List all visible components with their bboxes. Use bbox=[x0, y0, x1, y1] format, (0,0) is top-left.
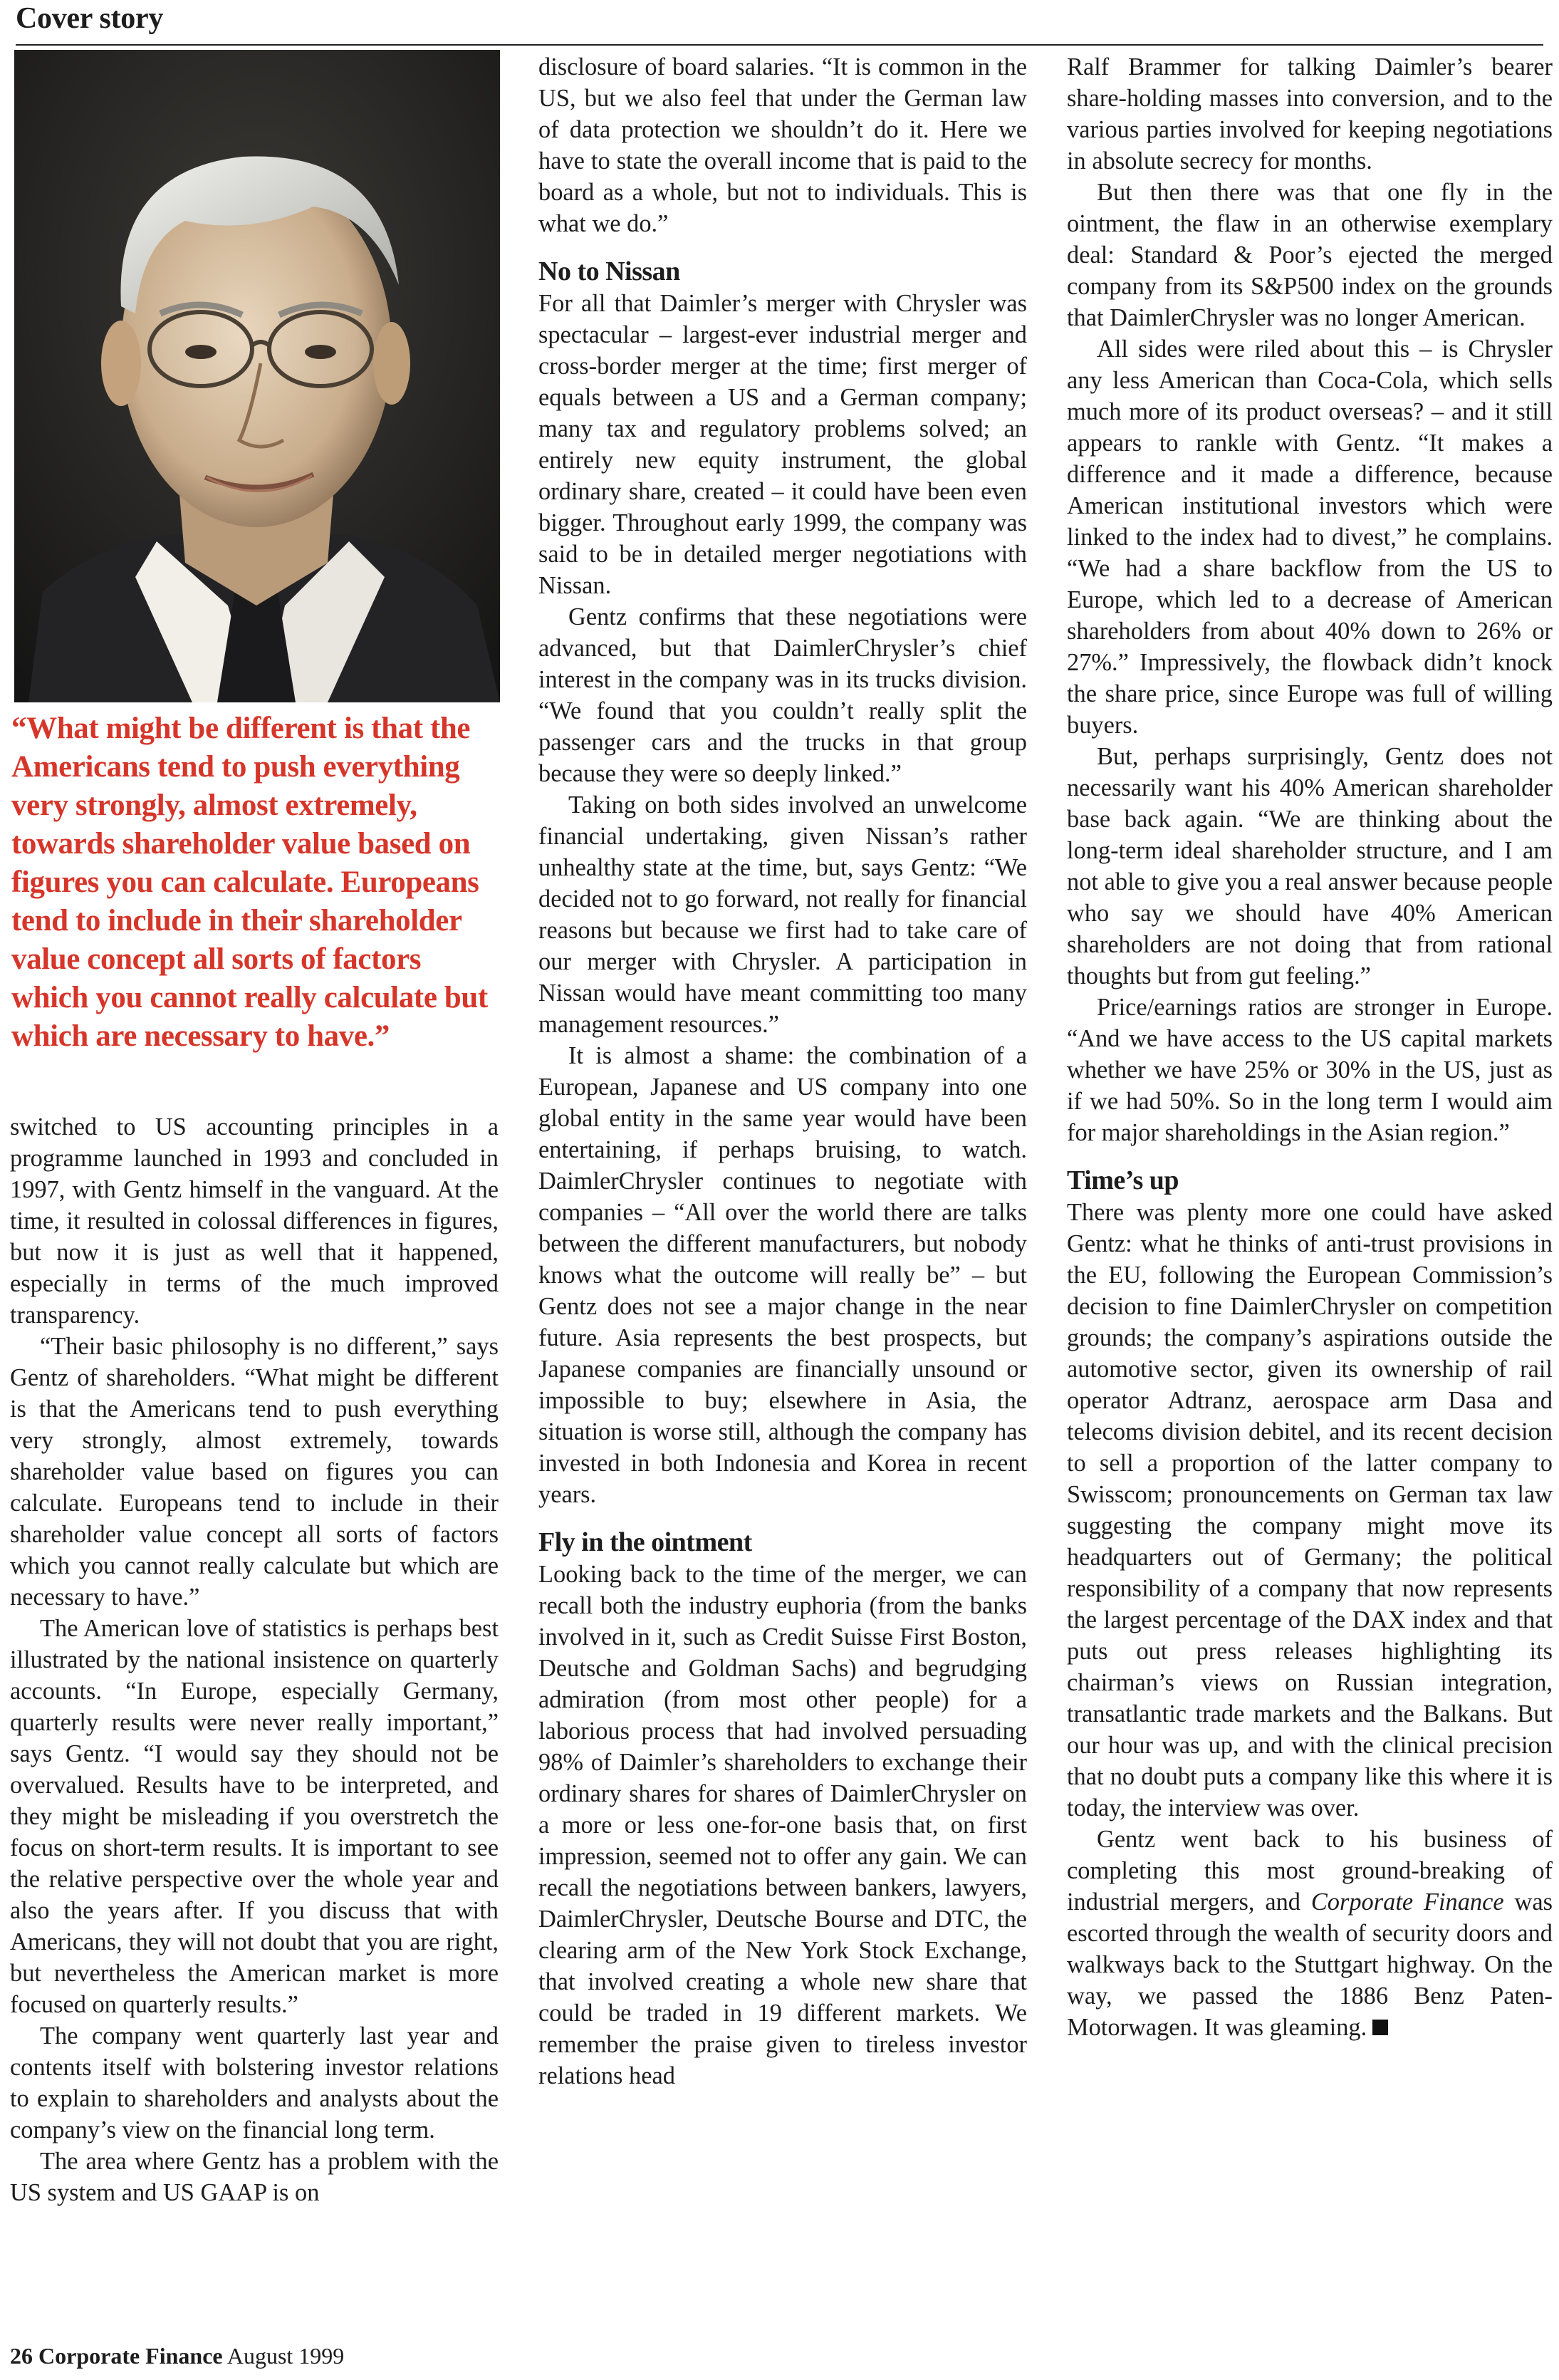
body-paragraph: All sides were riled about this – is Chrysler any less American than Coca-Cola, which sells much more of its product overseas? – and it still appears to rankle with Gentz. “It makes a difference and it made a difference, because American institutional investors which were linked to the index had to divest,” he complains. “We had a share backflow from the US to Europe, which led to a decrease of American shareholders from about 40% down to 26% or 27%.” Impressively, the flowback didn’t knock the share price, since Europe was full of willing buyers. bbox=[1067, 336, 1553, 739]
portrait-image bbox=[14, 50, 500, 702]
body-paragraph: “Their basic philosophy is no different,” says Gentz of shareholders. “What might be different is that the Americans tend to push everything very strongly, almost extremely, towards shareholder value based on figures you can calculate. Europeans tend to include in their shareholder value concept all sorts of factors which you cannot really calculate but which are necessary to have.” bbox=[10, 1333, 499, 1611]
body-paragraph: For all that Daimler’s merger with Chrysler was spectacular – largest-ever industrial merger and cross-border merger at the time; first merger of equals between a US and a German company; many tax and regulatory problems solved; an entirely new equity instrument, the global ordinary share, created – it could have been even bigger. Throughout early 1999, the company was said to be in detailed merger negotiations with Nissan. bbox=[538, 290, 1027, 599]
magazine-title: Corporate Finance bbox=[38, 2343, 223, 2369]
body-paragraph: switched to US accounting principles in a programme launched in 1993 and concluded in 1997, with Gentz himself in the vanguard. At the time, it resulted in colossal differences in figures, but now it is just as well that it happened, especially in terms of the much improved transparency. bbox=[10, 1113, 499, 1329]
body-paragraph: Looking back to the time of the merger, we can recall both the industry euphoria (from the banks involved in it, such as Credit Suisse First Boston, Deutsche and Goldman Sachs) and begrudging admiration (from most other people) for a laborious process that had involved persuading 98% of Daimler’s shareholders to exchange their ordinary shares for shares of DaimlerChrysler on a more or less one-for-one basis that, on first impression, seemed not to offer any gain. We can recall the negotiations between bankers, lawyers, DaimlerChrysler, Deutsche Bourse and DTC, the clearing arm of the New York Stock Exchange, that involved creating a whole new share that could be traded in 19 different markets. We remember the praise given to tireless investor relations head bbox=[538, 1561, 1027, 2089]
subheading: Fly in the ointment bbox=[538, 1527, 752, 1557]
page-footer bbox=[10, 2342, 344, 2370]
article-column-2 bbox=[538, 51, 1027, 2323]
body-paragraph: But then there was that one fly in the ointment, the flaw in an otherwise exemplary deal: Standard & Poor’s ejected the merged company from its S&P500 index on the grounds that DaimlerChrysler was no longer American. bbox=[1067, 179, 1553, 331]
section-label: Cover story bbox=[16, 2, 164, 35]
body-paragraph: disclosure of board salaries. “It is common in the US, but we also feel that under the German law of data protection we shouldn’t do it. Here we have to state the overall income that is paid to the board as a whole, but not to individuals. This is what we do.” bbox=[538, 53, 1027, 237]
body-paragraph: Ralf Brammer for talking Daimler’s bearer share-holding masses into conversion, and to the various parties involved for keeping negotiations in absolute secrecy for months. bbox=[1067, 53, 1553, 175]
body-paragraph: But, perhaps surprisingly, Gentz does not necessarily want his 40% American shareholder base back again. “We are thinking about the long-term ideal shareholder structure, and I am not able to give you a real answer because people who say we should have 40% American shareholders are not doing that from rational thoughts but from gut feeling.” bbox=[1067, 743, 1553, 989]
body-text: Gentz went back to his business of completing this most ground-breaking of industrial mergers, and bbox=[1067, 1826, 1553, 1916]
page-number: 26 bbox=[10, 2343, 33, 2369]
body-paragraph: The company went quarterly last year and contents itself with bolstering investor relations to explain to shareholders and analysts about the company’s view on the financial long term. bbox=[10, 2022, 499, 2143]
magazine-name: Corporate Finance bbox=[1310, 1888, 1504, 1916]
body-paragraph: Taking on both sides involved an unwelcome financial undertaking, given Nissan’s rather unhealthy state at the time, but, says Gentz: “We decided not to go forward, not really for financial reasons but because we first had to take care of our merger with Chrysler. A participation in Nissan would have meant committing too many management resources.” bbox=[538, 791, 1027, 1038]
body-paragraph: The American love of statistics is perhaps best illustrated by the national insistence on quarterly accounts. “In Europe, especially Germany, quarterly results were never really important,” says Gentz. “I would say they should not be overvalued. Results have to be interpreted, and they might be misleading if you overstretch the focus on short-term results. It is important to see the relative perspective over the whole year and also the years after. If you discuss that with Americans, they will not doubt that you are right, but nevertheless the American market is more focused on quarterly results.” bbox=[10, 1615, 499, 2018]
subheading: Time’s up bbox=[1067, 1165, 1179, 1195]
article-column-1 bbox=[10, 1111, 499, 2323]
body-paragraph bbox=[1067, 1824, 1553, 2043]
body-paragraph: The area where Gentz has a problem with the US system and US GAAP is on bbox=[10, 2148, 499, 2206]
article-column-3 bbox=[1067, 51, 1553, 2323]
subheading: No to Nissan bbox=[538, 256, 680, 286]
body-paragraph: It is almost a shame: the combination of a European, Japanese and US company into one global entity in the same year would have been entertaining, if perhaps bruising, to watch. DaimlerChrysler continues to negotiate with companies – “All over the world there are talks between the different manufacturers, but nobody knows what the outcome will really be” – but Gentz does not see a major change in the near future. Asia represents the best prospects, but Japanese companies are financially unsound or impossible to buy; elsewhere in Asia, the situation is worse still, although the company has invested in both Indonesia and Korea in recent years. bbox=[538, 1042, 1027, 1508]
body-paragraph: There was plenty more one could have asked Gentz: what he thinks of anti-trust provisions in the EU, following the European Commission’s decision to fine DaimlerChrysler on competition grounds; the company’s aspirations outside the automotive sector, given its ownership of rail operator Adtranz, aerospace arm Dasa and telecoms division debitel, and its recent decision to sell a proportion of the latter company to Swisscom; pronouncements on German tax law suggesting the company might move its headquarters out of Germany; the political responsibility of a company that now represents the largest percentage of the DAX index and that puts out press releases highlighting its chairman’s views on Russian integration, transatlantic trade markets and the Balkans. But our hour was up, and with the clinical precision that no doubt puts a company like this where it is today, the interview was over. bbox=[1067, 1199, 1553, 1822]
end-mark-icon bbox=[1372, 2020, 1388, 2035]
issue-date: August 1999 bbox=[226, 2343, 345, 2369]
pull-quote: “What might be different is that the Americans tend to push everything very strongly, almost extremely, towards shareholder value based on figures you can calculate. Europeans tend to include in their shareholder value concept all sorts of factors which you cannot really calculate but which are necessary to have.” bbox=[11, 712, 488, 1053]
top-rule bbox=[16, 44, 1543, 46]
body-text: was escorted through the wealth of security doors and walkways back to the Stuttgart highway. On the way, we passed the 1886 Benz Paten-Motorwagen. It was gleaming. bbox=[1067, 1888, 1553, 2041]
body-paragraph: Price/earnings ratios are stronger in Europe. “And we have access to the US capital markets whether we have 25% or 30% in the US, just as if we had 50%. So in the long term I would aim for major shareholdings in the Asian region.” bbox=[1067, 994, 1553, 1146]
body-paragraph: Gentz confirms that these negotiations were advanced, but that DaimlerChrysler’s chief interest in the company was in its trucks division. “We found that you couldn’t really split the passenger cars and the trucks in that group because they were so deeply linked.” bbox=[538, 603, 1027, 787]
